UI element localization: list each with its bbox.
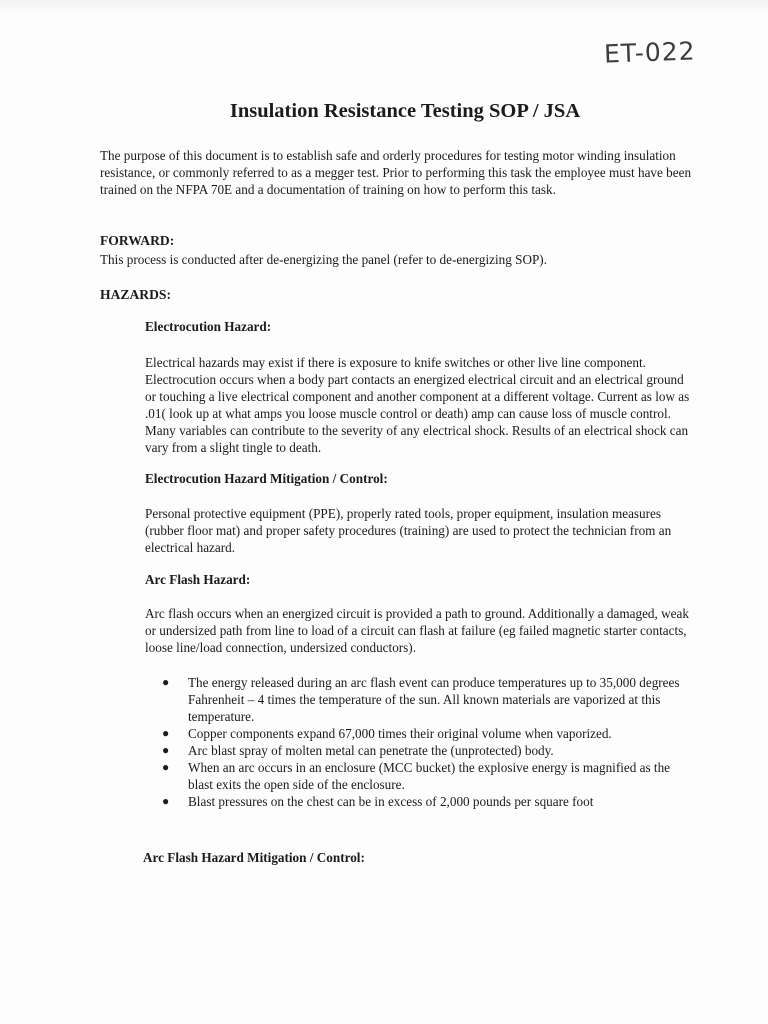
electrocution-hazard-heading: Electrocution Hazard: — [145, 319, 272, 334]
bullet-text: Blast pressures on the chest can be in excess of 2,000 pounds per square foot — [188, 794, 594, 809]
document-id-handwritten: ET-022 — [603, 36, 696, 69]
arc-flash-hazard-text: Arc flash occurs when an energized circuit is provided a path to ground. Additionally a damaged, weak or undersized path from line to load of a circuit can flash at failure (eg failed magnetic starter contacts, loose line/load connection, undersized conductors). — [145, 606, 689, 655]
arc-flash-mitigation-heading: Arc Flash Hazard Mitigation / Control: — [143, 850, 365, 865]
list-item — [162, 674, 688, 725]
electrocution-hazard-text: Electrical hazards may exist if there is exposure to knife switches or other live line component. Electrocution occurs when a body part contacts an energized electrical circuit and an electrical ground or touching a live electrical component and another component at a different voltage. Current as low as .01( look up at what amps you loose muscle control or death) amp can cause loss of muscle control. Many variables can contribute to the severity of any electrical shock. Results of an electrical shock can vary from a slight tingle to death. — [145, 355, 690, 455]
bullet-icon: ● — [162, 726, 170, 740]
bullet-icon: ● — [162, 675, 170, 689]
list-item — [162, 725, 688, 742]
bullet-text: The energy released during an arc flash event can produce temperatures up to 35,000 degrees Fahrenheit – 4 times the temperature of the sun. All known materials are vaporized at this temperature. — [188, 675, 680, 724]
electrocution-mitigation-heading: Electrocution Hazard Mitigation / Control: — [145, 471, 388, 486]
bullet-icon: ● — [162, 794, 170, 808]
hazards-heading: HAZARDS: — [100, 287, 171, 302]
forward-text: This process is conducted after de-energizing the panel (refer to de-energizing SOP). — [100, 252, 547, 267]
bullet-icon: ● — [162, 760, 170, 774]
bullet-text: Copper components expand 67,000 times their original volume when vaporized. — [188, 726, 612, 741]
intro-paragraph: The purpose of this document is to establish safe and orderly procedures for testing motor winding insulation resistance, or commonly referred to as a megger test. Prior to performing this task the employee must have been trained on the NFPA 70E and a documentation of training on how to perform this task. — [100, 148, 692, 197]
document-title: Insulation Resistance Testing SOP / JSA — [229, 100, 581, 122]
bullet-text: When an arc occurs in an enclosure (MCC bucket) the explosive energy is magnified as the blast exits the open side of the enclosure. — [188, 760, 671, 792]
list-item — [162, 759, 688, 793]
forward-heading: FORWARD: — [100, 233, 175, 248]
arc-flash-hazard-heading: Arc Flash Hazard: — [145, 572, 251, 587]
electrocution-mitigation-text: Personal protective equipment (PPE), properly rated tools, proper equipment, insulation measures (rubber floor mat) and proper safety procedures (training) are used to protect the technician from an electrical hazard. — [145, 506, 672, 555]
scan-edge — [0, 0, 768, 14]
list-item — [162, 793, 688, 810]
bullet-text: Arc blast spray of molten metal can penetrate the (unprotected) body. — [188, 743, 554, 758]
bullet-icon: ● — [162, 743, 170, 757]
list-item — [162, 742, 688, 759]
arc-flash-bullet-list — [162, 674, 688, 810]
